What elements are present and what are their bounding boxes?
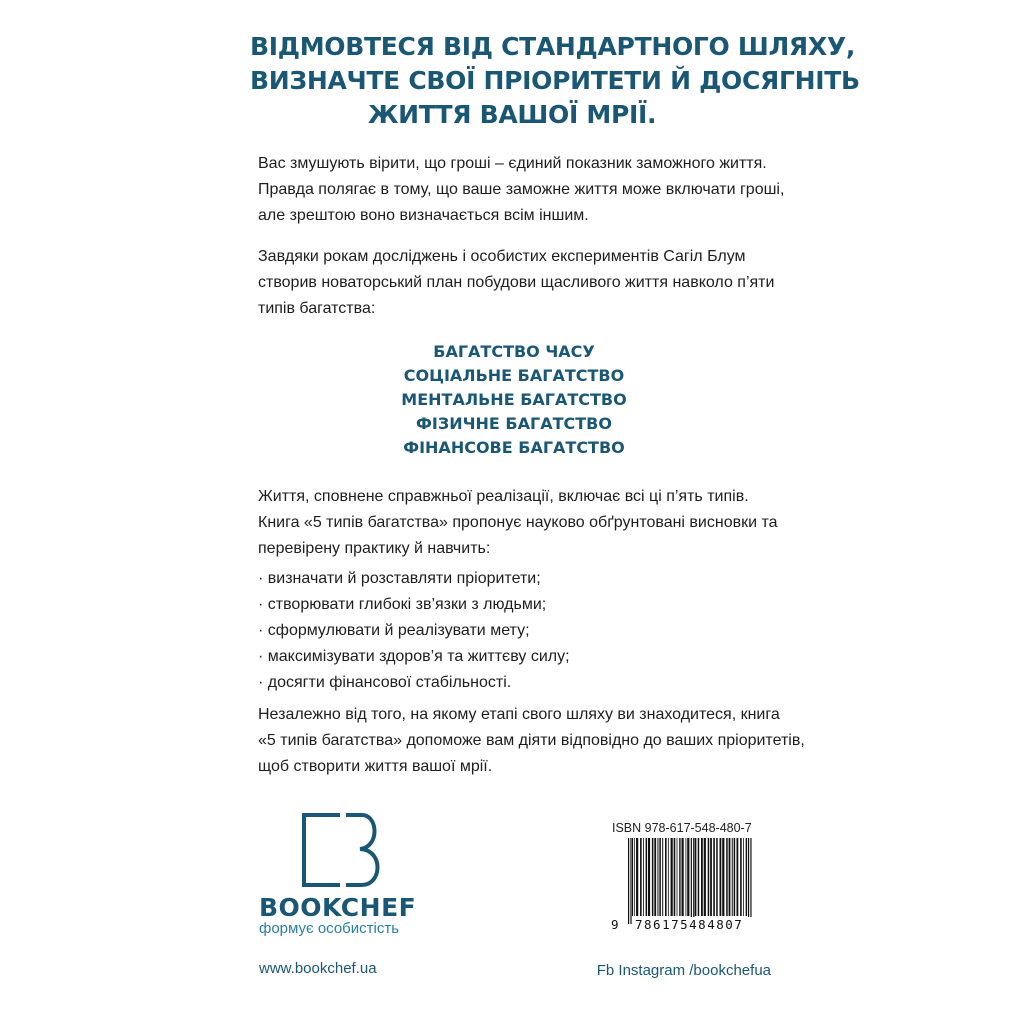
paragraph-line: але зрештою воно визначається всім іншим.	[258, 207, 589, 224]
wealth-type: МЕНТАЛЬНЕ БАГАТСТВО	[401, 390, 627, 409]
fulfillment-paragraph	[258, 484, 778, 562]
paragraph-line: Незалежно від того, на якому етапі свого шляху ви знаходитеся, книга	[258, 706, 780, 723]
list-item: · сформулювати й реалізувати мету;	[258, 618, 772, 644]
list-item: · створювати глибокі зв’язки з людьми;	[258, 592, 772, 618]
paragraph-line: Вас змушують вірити, що гроші – єдиний показник заможного життя.	[258, 155, 767, 172]
isbn-label: ISBN 978-617-548-480-7	[612, 821, 752, 835]
list-item: · визначати й розставляти пріоритети;	[258, 566, 772, 592]
paragraph-line: типів багатства:	[258, 300, 376, 317]
publisher-tagline: формує особистість	[259, 920, 400, 937]
paragraph-line: Правда полягає в тому, що ваше заможне життя може включати гроші,	[258, 181, 785, 198]
publisher-name: BOOKCHEF	[259, 893, 417, 922]
publisher-website: www.bookchef.ua	[259, 960, 377, 977]
skills-bullet-list	[258, 566, 772, 696]
headline-line: ВІДМОВТЕСЯ ВІД СТАНДАРТНОГО ШЛЯХУ,	[250, 32, 856, 61]
paragraph-line: «5 типів багатства» допоможе вам діяти відповідно до ваших пріоритетів,	[258, 732, 805, 749]
list-item: · досягти фінансової стабільності.	[258, 670, 772, 696]
list-item: · максимізувати здоров’я та життєву силу;	[258, 644, 772, 670]
paragraph-line: щоб створити життя вашої мрії.	[258, 758, 493, 775]
paragraph-line: перевірену практику й навчить:	[258, 540, 491, 557]
paragraph-line: Книга «5 типів багатства» пропонує науково обґрунтовані висновки та	[258, 514, 778, 531]
barcode-digits: 786175484807	[633, 917, 769, 932]
research-paragraph	[258, 244, 775, 322]
headline	[250, 30, 860, 132]
wealth-type: СОЦІАЛЬНЕ БАГАТСТВО	[403, 366, 625, 385]
headline-line: ЖИТТЯ ВАШОЇ МРІЇ.	[367, 100, 657, 129]
paragraph-line: Завдяки рокам досліджень і особистих експериментів Сагіл Блум	[258, 248, 746, 265]
wealth-types-list	[300, 340, 728, 460]
closing-paragraph	[258, 702, 805, 780]
paragraph-line: Життя, сповнене справжньої реалізації, включає всі ці п’ять типів.	[258, 488, 749, 505]
wealth-type: ФІНАНСОВЕ БАГАТСТВО	[403, 438, 625, 457]
intro-paragraph	[258, 151, 785, 229]
wealth-type: ФІЗИЧНЕ БАГАТСТВО	[416, 414, 612, 433]
wealth-type: БАГАТСТВО ЧАСУ	[433, 342, 595, 361]
headline-line: ВИЗНАЧТЕ СВОЇ ПРІОРИТЕТИ Й ДОСЯГНІТЬ	[250, 66, 860, 95]
bookchef-cb-logo-icon	[300, 812, 386, 888]
paragraph-line: створив новаторський план побудови щасливого життя навколо п’яти	[258, 274, 775, 291]
publisher-social: Fb Instagram /bookchefua	[596, 962, 771, 979]
barcode-lead-digit: 9	[611, 917, 619, 932]
